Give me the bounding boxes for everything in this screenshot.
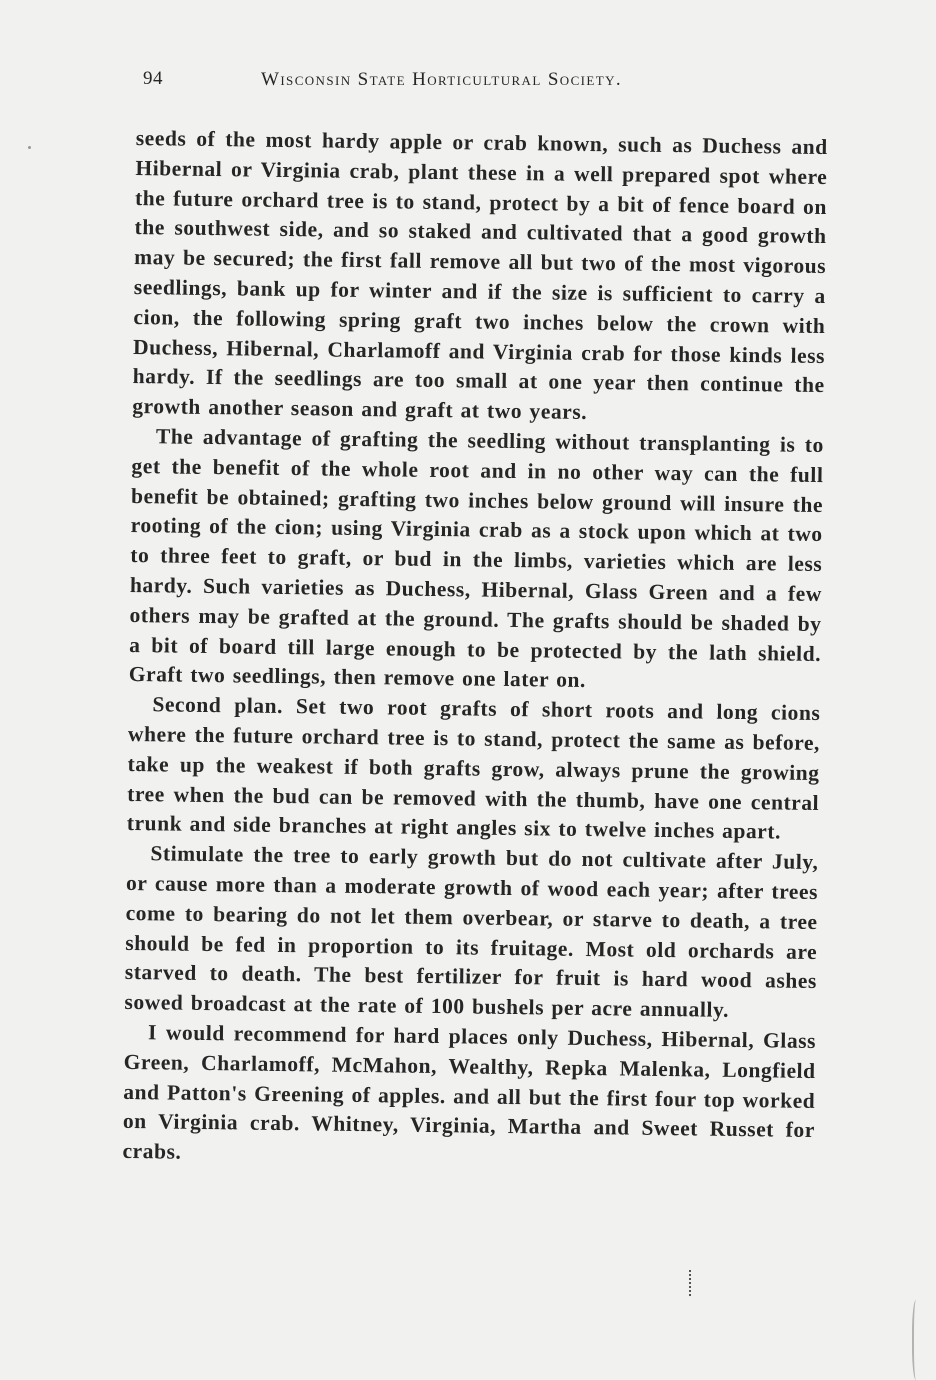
paragraph-4: Stimulate the tree to early growth but do not cultivate after July, or cause more than a moderate growth of wood each year; after trees come to bearing do not let them overbear, or starve to death, a tree should be fed in proportion to its fruitage. Most old orchards are starved to death. The best fertilizer for fruit is hard wood ashes sowed broadcast at the rate of 100 bushels per acre annually. <box>124 841 819 1022</box>
body-text <box>122 124 828 1176</box>
page-number: 94 <box>143 68 163 89</box>
paragraph-1: seeds of the most hardy apple or crab known, such as Duchess and Hibernal or Virginia crab, plant these in a well prepared spot where the future orchard tree is to stand, protect by a bit of fence board on the southwest side, and so staked and cultivated that a good growth may be secured; the first fall remove all but two of the most vigorous seedlings, bank up for winter and if the size is sufficient to carry a cion, the following spring graft two inches below the crown with Duchess, Hibernal, Charlamoff and Virginia crab for those kinds less hardy. If the seedlings are too small at one year then continue the growth another season and graft at two years. <box>132 125 828 425</box>
running-head: Wisconsin State Horticultural Society. <box>261 69 623 90</box>
paragraph-3: Second plan. Set two root grafts of short roots and long cions where the future orchard tree is to stand, protect the same as before, take up the weakest if both grafts grow, always prune the growing tree when the bud can be removed with the thumb, have one central trunk and side branches at right angles six to twelve inches apart. <box>126 692 821 844</box>
stray-pencil-mark <box>689 1270 693 1296</box>
paragraph-2: The advantage of grafting the seedling without transplanting is to get the benefit of the whole root and in no other way can the full benefit be obtained; grafting two inches below ground will insure the rooting of the cion; using Virginia crab as a stock upon which at two to three feet to graft, or bud in the limbs, varieties which are less hardy. Such varieties as Duchess, Hibernal, Glass Green and a few others may be grafted at the ground. The grafts should be shaded by a bit of board till large enough to be protected by the lath shield. Graft two seedlings, then remove one later on. <box>128 424 825 693</box>
page-edge-shadow <box>912 1300 922 1380</box>
paragraph-5: I would recommend for hard places only Duchess, Hibernal, Glass Green, Charlamoff, McMahon, Wealthy, Repka Malenka, Longfield and Patton's Greening of apples. and all but the first four top worked on Virginia crab. Whitney, Virginia, Martha and Sweet Russet for crabs. <box>122 1020 817 1164</box>
paper-speck <box>28 146 31 149</box>
page-header <box>143 68 733 98</box>
